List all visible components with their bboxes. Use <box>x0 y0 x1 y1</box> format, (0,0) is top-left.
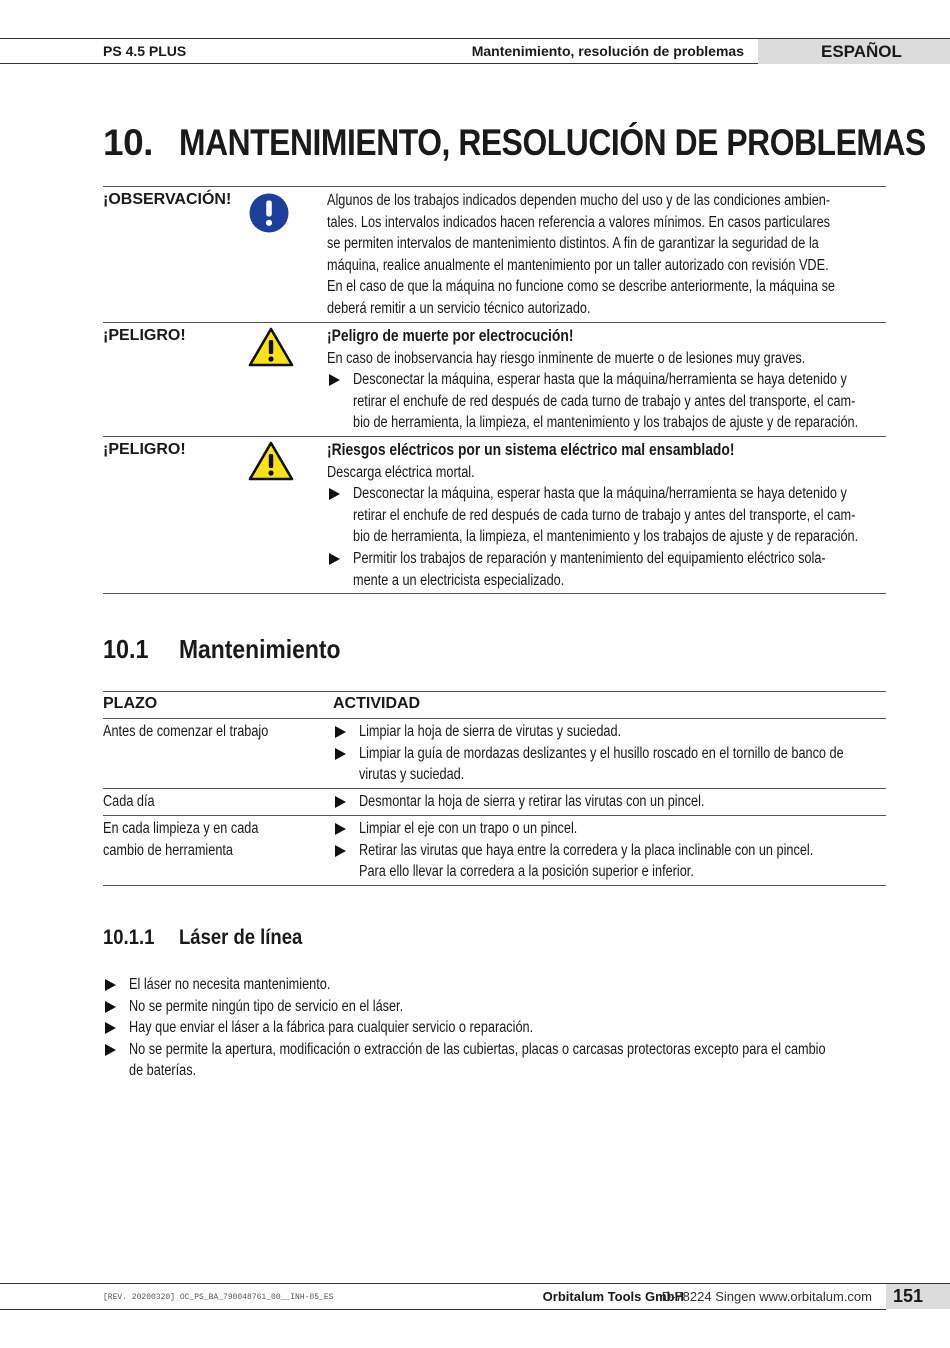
bullet-item: Limpiar la guía de mordazas deslizantes y el husillo roscado en el tornillo de banco de virutas y suciedad. <box>333 743 893 786</box>
chapter-number: 10. <box>103 122 153 163</box>
footer-revision: [REV. 20200320] OC_PS_BA_790048761_00__INH-05_ES <box>103 1293 334 1302</box>
notice-rule <box>103 322 886 323</box>
table-cell-period: Antes de comenzar el trabajo <box>103 723 269 740</box>
table-rule <box>103 815 886 816</box>
bullet-arrow-icon <box>329 374 340 386</box>
language-label: ESPAÑOL <box>821 42 902 61</box>
bullet-item: Permitir los trabajos de reparación y mantenimiento del equipamiento eléctrico sola- mente a un electricista especializado. <box>327 548 887 591</box>
col-header-activity: ACTIVIDAD <box>333 695 421 712</box>
notice-danger-electrical: ¡Riesgos eléctricos por un sistema eléctrico mal ensamblado! Descarga eléctrica mortal. Desconectar la máquina, esperar hasta que la máquina/herramienta se haya detenido y retirar el enchufe de red después de cada turno de trabajo y antes del transporte, el cam- bio de herramienta, la limpieza, el mantenimiento y los trabajos de ajuste y de reparación. Permitir los trabajos de reparación y mantenimiento del equipamiento eléctrico sola- mente a un electricista especializado. <box>327 440 887 591</box>
bullet-item: Retirar las virutas que haya entre la corredera y la placa inclinable con un pincel. Para ello llevar la corredera a la posición superior e inferior. <box>333 840 893 883</box>
chapter-title: MANTENIMIENTO, RESOLUCIÓN DE PROBLEMAS <box>179 122 926 163</box>
table-rule <box>103 788 886 789</box>
subsection-number: 10.1.1 <box>103 926 155 949</box>
bullet-item: Desmontar la hoja de sierra y retirar las virutas con un pincel. <box>333 791 893 813</box>
bullet-arrow-icon <box>335 726 346 738</box>
table-cell-activity <box>333 791 893 813</box>
bullet-arrow-icon <box>329 488 340 500</box>
list-item: No se permite ningún tipo de servicio en el láser. <box>103 996 893 1018</box>
notice-label: ¡PELIGRO! <box>103 441 186 458</box>
bullet-item: Limpiar el eje con un trapo o un pincel. <box>333 818 893 840</box>
bullet-item: Limpiar la hoja de sierra de virutas y suciedad. <box>333 721 893 743</box>
bullet-arrow-icon <box>105 1001 116 1013</box>
language-tab <box>758 39 950 64</box>
list-item: Hay que enviar el láser a la fábrica para cualquier servicio o reparación. <box>103 1017 893 1039</box>
bullet-arrow-icon <box>335 823 346 835</box>
notice-danger-electrocution: ¡Peligro de muerte por electrocución! En caso de inobservancia hay riesgo inminente de muerte o de lesiones muy graves. Desconectar la máquina, esperar hasta que la máquina/herramienta se haya detenido y retirar el enchufe de red después de cada turno de trabajo y antes del transporte, el cam- bio de herramienta, la limpieza, el mantenimiento y los trabajos de ajuste y de reparación. <box>327 326 887 434</box>
bullet-arrow-icon <box>335 796 346 808</box>
list-item: No se permite la apertura, modificación o extracción de las cubiertas, placas o carcasas protectoras excepto para el cambio de baterías. <box>103 1039 893 1082</box>
list-item: El láser no necesita mantenimiento. <box>103 974 893 996</box>
table-cell-period: En cada limpieza y en cada cambio de herramienta <box>103 820 259 859</box>
bullet-arrow-icon <box>335 845 346 857</box>
page-number: 151 <box>893 1286 924 1306</box>
table-rule <box>103 691 886 692</box>
section-number: 10.1 <box>103 634 149 664</box>
footer-company: Orbitalum Tools GmbH <box>542 1289 684 1304</box>
footer-address: D-78224 Singen www.orbitalum.com <box>661 1289 872 1304</box>
bullet-arrow-icon <box>105 1044 116 1056</box>
bullet-arrow-icon <box>335 748 346 760</box>
footer-rule-top <box>0 1283 950 1284</box>
bullet-arrow-icon <box>105 979 116 991</box>
table-rule <box>103 885 886 886</box>
table-cell-period: Cada día <box>103 793 155 810</box>
notice-rule <box>103 593 886 594</box>
bullet-item: Desconectar la máquina, esperar hasta que la máquina/herramienta se haya detenido y retirar el enchufe de red después de cada turno de trabajo y antes del transporte, el cam- bio de herramienta, la limpieza, el mantenimiento y los trabajos de ajuste y de reparación. <box>327 483 887 548</box>
danger-heading: ¡Riesgos eléctricos por un sistema eléctrico mal ensamblado! <box>327 441 735 459</box>
section-title: Mantenimiento <box>179 634 341 664</box>
notice-rule <box>103 436 886 437</box>
notice-label: ¡OBSERVACIÓN! <box>103 191 232 208</box>
bullet-item: Desconectar la máquina, esperar hasta que la máquina/herramienta se haya detenido y retirar el enchufe de red después de cada turno de trabajo y antes del transporte, el cam- bio de herramienta, la limpieza, el mantenimiento y los trabajos de ajuste y de reparación. <box>327 369 887 434</box>
col-header-period: PLAZO <box>103 695 158 712</box>
table-rule <box>103 718 886 719</box>
table-cell-activity <box>333 721 893 786</box>
table-cell-activity <box>333 818 893 883</box>
page-number-tab <box>886 1284 950 1309</box>
footer-rule-bottom <box>0 1309 886 1310</box>
laser-list <box>103 974 893 1082</box>
notice-observation-text: Algunos de los trabajos indicados dependen mucho del uso y de las condiciones ambien- tales. Los intervalos indicados hacen referencia a valores mínimos. En casos particulares se permiten intervalos de mantenimiento distintos. A fin de garantizar la seguridad de la máquina, realice anualmente el mantenimiento por un taller autorizado con revisión VDE. En el caso de que la máquina no funcione como se describe anteriormente, la máquina se deberá remitir a un servicio técnico autorizado. <box>327 192 836 317</box>
header-rule-bottom <box>0 63 758 64</box>
notice-rule <box>103 186 886 187</box>
notice-label: ¡PELIGRO! <box>103 327 186 344</box>
bullet-arrow-icon <box>329 553 340 565</box>
bullet-arrow-icon <box>105 1022 116 1034</box>
header-model: PS 4.5 PLUS <box>103 43 187 59</box>
danger-heading: ¡Peligro de muerte por electrocución! <box>327 327 574 345</box>
subsection-title: Láser de línea <box>179 926 303 949</box>
warning-triangle-icon <box>248 440 294 487</box>
info-exclamation-icon <box>248 192 290 239</box>
warning-triangle-icon <box>248 326 294 373</box>
header-section-title: Mantenimiento, resolución de problemas <box>471 43 744 59</box>
